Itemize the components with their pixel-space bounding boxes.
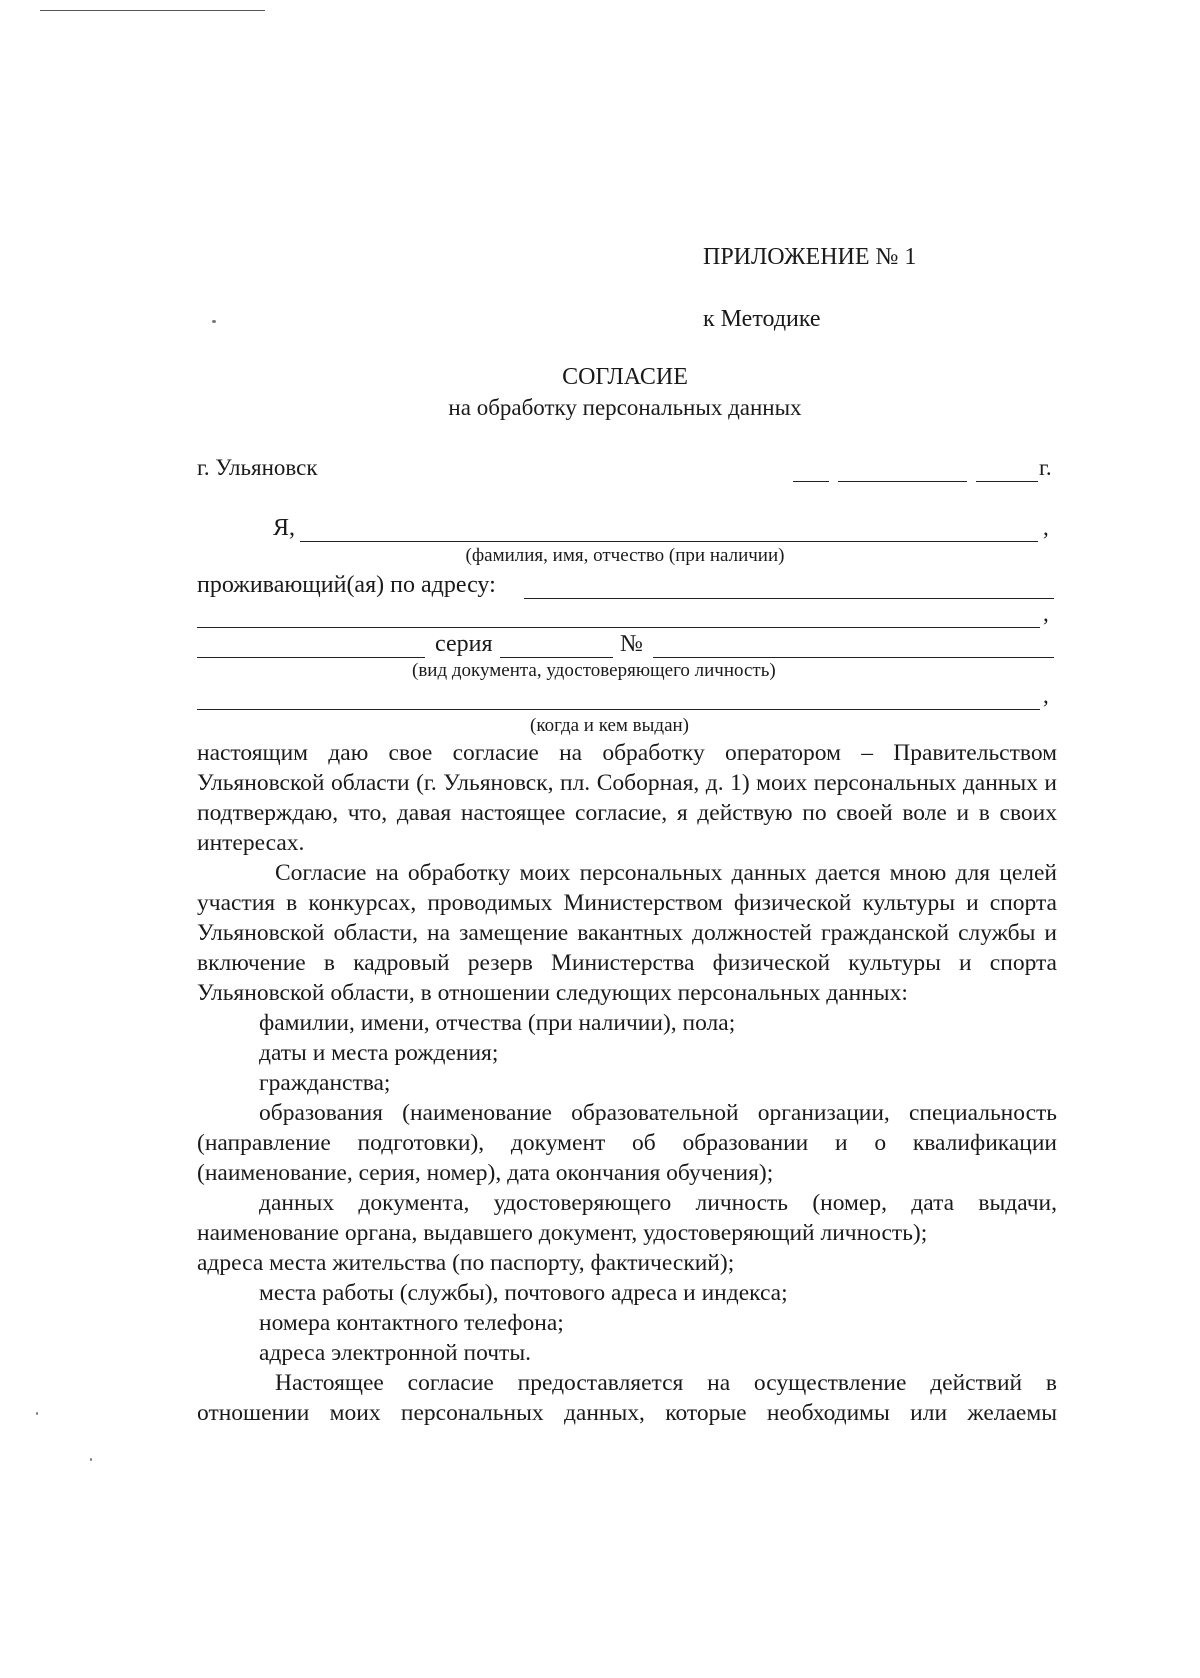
issued-comma: , [1043,683,1049,708]
document-title: СОГЛАСИЕ [562,364,688,390]
list-item: данных документа, удостоверяющего личность (номер, дата выдачи, наименование органа, выдавшего документ, удостоверяющий личность); [197,1190,1057,1246]
purpose-paragraph: Согласие на обработку моих персональных данных дается мною для целей участия в конкурсах, проводимых Министерством физической культуры и спорта Ульяновской области, на замещение вакантных должностей гражданской службы и включение в кадровый резерв Министерства физической культуры и спорта Ульяновской области, в отношении следующих персональных данных: [197,860,1057,1006]
issued-hint: (когда и кем выдан) [530,715,690,736]
fio-hint: (фамилия, имя, отчество (при наличии) [465,545,785,566]
consent-paragraph: настоящим даю свое согласие на обработку оператором – Правительством Ульяновской области (г. Ульяновск, пл. Соборная, д. 1) моих персональных данных и подтверждаю, что, давая настоящее согласие, я действую по своей воле и в своих интересах. [197,740,1057,856]
date-month-blank[interactable] [838,481,967,482]
scan-speck [212,320,216,323]
scan-top-rule [40,10,265,11]
scan-speck [36,1412,38,1415]
list-item: гражданства; [259,1070,391,1096]
address-field-continued[interactable] [197,627,1040,628]
document-number-field[interactable] [653,657,1054,658]
document-subtitle: на обработку персональных данных [448,395,802,420]
appendix-reference: к Методике [703,306,821,332]
list-item: даты и места рождения; [259,1040,499,1066]
list-item: места работы (службы), почтового адреса и индекса; [259,1280,788,1306]
issued-field[interactable] [197,709,1040,710]
date-year-blank[interactable] [976,481,1038,482]
scan-speck [90,1458,92,1461]
list-item: фамилии, имени, отчества (при наличии), пола; [259,1010,736,1036]
address-comma: , [1043,601,1049,626]
year-suffix: г. [1039,455,1052,480]
list-item: номера контактного телефона; [259,1310,564,1336]
document-type-field[interactable] [197,657,425,658]
document-series-field[interactable] [500,657,613,658]
address-field[interactable] [524,598,1054,599]
fio-label: Я, [273,515,296,541]
document-type-hint: (вид документа, удостоверяющего личность) [412,660,776,681]
list-item: адреса места жительства (по паспорту, фактический); [197,1250,735,1276]
closing-paragraph: Настоящее согласие предоставляется на осуществление действий в отношении моих персональных данных, которые необходимы или желаемы [197,1370,1057,1426]
appendix-number: ПРИЛОЖЕНИЕ № 1 [703,244,917,270]
number-label: № [620,631,643,657]
fio-field[interactable] [300,541,1038,542]
fio-comma: , [1043,515,1049,540]
series-label: серия [435,631,493,657]
document-body [197,738,1057,1428]
list-item: образования (наименование образовательной организации, специальность (направление подготовки), документ об образовании и о квалификации (наименование, серия, номер), дата окончания обучения); [197,1100,1057,1186]
list-item: адреса электронной почты. [259,1340,531,1366]
date-day-blank[interactable] [793,481,829,482]
address-label: проживающий(ая) по адресу: [197,572,496,598]
place-city: г. Ульяновск [197,455,318,480]
